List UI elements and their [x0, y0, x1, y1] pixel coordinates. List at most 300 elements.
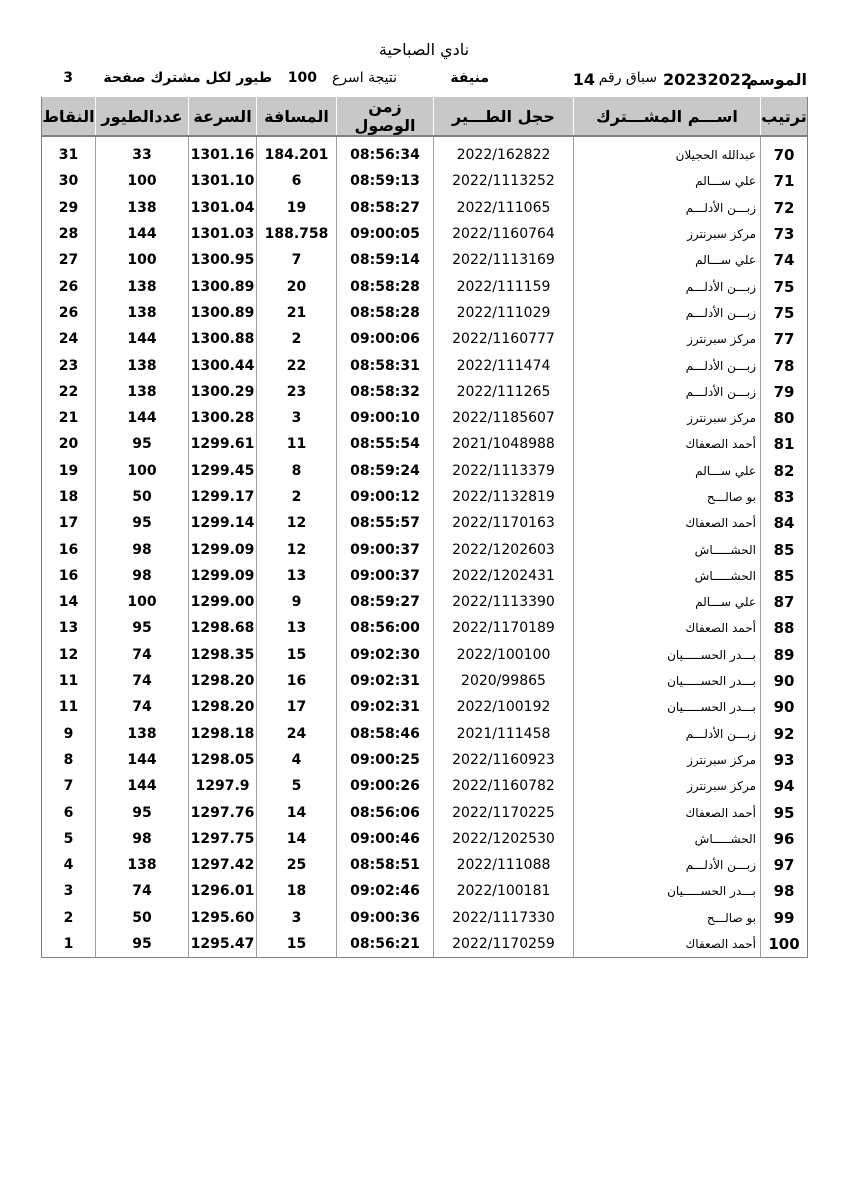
row-points: 16 [58, 567, 79, 584]
row-birds: 138 [96, 721, 189, 747]
table-row [42, 905, 808, 931]
row-rank: 93 [761, 747, 808, 773]
row-distance: 13 [257, 615, 337, 641]
row-speed: 1298.20 [189, 694, 257, 720]
row-ring: 2022/1185607 [434, 405, 574, 431]
table-row [42, 458, 808, 484]
row-arrival: 08:56:21 [337, 931, 434, 958]
row-ring: 2022/1113169 [434, 247, 574, 273]
row-participant: بـــدر الحســـــيان [574, 668, 761, 694]
row-rank: 99 [761, 905, 808, 931]
row-birds: 138 [96, 352, 189, 378]
row-distance: 21 [257, 300, 337, 326]
row-rank: 73 [761, 221, 808, 247]
row-participant: مركز سبرنترز [574, 773, 761, 799]
row-birds: 138 [96, 852, 189, 878]
row-points: 3 [63, 883, 74, 900]
row-ring: 2022/100100 [434, 642, 574, 668]
row-rank: 74 [761, 247, 808, 273]
row-rank: 70 [761, 142, 808, 168]
row-participant: علي ســـالم [574, 247, 761, 273]
row-arrival: 08:55:54 [337, 431, 434, 457]
row-points: 21 [58, 410, 79, 427]
row-rank: 87 [761, 589, 808, 615]
table-row [42, 878, 808, 904]
col-arrival-header: زمن الوصول [337, 97, 434, 136]
row-arrival: 09:02:30 [337, 642, 434, 668]
row-speed: 1297.75 [189, 826, 257, 852]
row-arrival: 08:58:32 [337, 379, 434, 405]
row-birds: 33 [96, 142, 189, 168]
row-rank: 97 [761, 852, 808, 878]
row-ring: 2022/1160782 [434, 773, 574, 799]
row-rank: 89 [761, 642, 808, 668]
row-rank: 90 [761, 694, 808, 720]
row-points: 31 [58, 147, 79, 164]
row-speed: 1299.17 [189, 484, 257, 510]
row-speed: 1298.18 [189, 721, 257, 747]
row-distance: 16 [257, 668, 337, 694]
row-speed: 1299.09 [189, 563, 257, 589]
row-points: 12 [58, 646, 79, 663]
row-arrival: 08:58:46 [337, 721, 434, 747]
row-points: 17 [58, 515, 79, 532]
row-points: 24 [58, 331, 79, 348]
row-speed: 1299.14 [189, 510, 257, 536]
results-table [41, 97, 808, 958]
row-distance: 2 [257, 484, 337, 510]
row-points: 26 [58, 278, 79, 295]
row-speed: 1300.28 [189, 405, 257, 431]
row-points: 26 [58, 304, 79, 321]
row-points: 6 [63, 804, 74, 821]
row-points: 7 [63, 778, 74, 795]
table-row [42, 168, 808, 194]
row-distance: 23 [257, 379, 337, 405]
row-ring: 2021/1048988 [434, 431, 574, 457]
row-ring: 2020/99865 [434, 668, 574, 694]
row-birds: 100 [96, 458, 189, 484]
table-row [42, 142, 808, 168]
row-birds: 100 [96, 247, 189, 273]
row-arrival: 09:00:37 [337, 563, 434, 589]
row-distance: 20 [257, 273, 337, 299]
row-rank: 75 [761, 273, 808, 299]
table-row [42, 195, 808, 221]
row-distance: 3 [257, 405, 337, 431]
row-distance: 188.758 [257, 221, 337, 247]
row-arrival: 08:59:27 [337, 589, 434, 615]
row-participant: بـــدر الحســـــيان [574, 878, 761, 904]
row-ring: 2022/1170259 [434, 931, 574, 958]
table-row [42, 510, 808, 536]
row-ring: 2022/111088 [434, 852, 574, 878]
row-birds: 98 [96, 536, 189, 562]
row-rank: 85 [761, 563, 808, 589]
row-ring: 2022/1202431 [434, 563, 574, 589]
row-rank: 94 [761, 773, 808, 799]
page-number: 3 [63, 70, 73, 86]
row-participant: زبـــن الأدلـــم [574, 352, 761, 378]
row-rank: 72 [761, 195, 808, 221]
row-birds: 138 [96, 300, 189, 326]
row-distance: 12 [257, 536, 337, 562]
row-points: 18 [58, 489, 79, 505]
row-rank: 85 [761, 536, 808, 562]
row-rank: 80 [761, 405, 808, 431]
row-participant: أحمد الصعفاك [574, 510, 761, 536]
table-row [42, 931, 808, 958]
row-rank: 77 [761, 326, 808, 352]
row-ring: 2022/1202603 [434, 536, 574, 562]
row-birds: 95 [96, 431, 189, 457]
row-arrival: 08:58:31 [337, 352, 434, 378]
row-arrival: 08:58:28 [337, 300, 434, 326]
row-distance: 13 [257, 563, 337, 589]
row-participant: بـــدر الحســـــيان [574, 694, 761, 720]
row-ring: 2022/1113252 [434, 168, 574, 194]
col-birds-header: عددالطيور [96, 97, 189, 136]
row-birds: 95 [96, 510, 189, 536]
row-distance: 9 [257, 589, 337, 615]
row-participant: مركز سبرنترز [574, 221, 761, 247]
row-ring: 2021/111458 [434, 721, 574, 747]
row-arrival: 09:00:25 [337, 747, 434, 773]
row-distance: 12 [257, 510, 337, 536]
row-points: 11 [58, 699, 79, 716]
row-participant: بو صالـــح [574, 484, 761, 510]
row-birds: 95 [96, 615, 189, 641]
row-distance: 18 [257, 878, 337, 904]
row-speed: 1298.20 [189, 668, 257, 694]
row-ring: 2022/1113390 [434, 589, 574, 615]
table-header-row [42, 97, 808, 136]
row-speed: 1300.29 [189, 379, 257, 405]
row-points: 13 [58, 620, 79, 637]
table-row [42, 221, 808, 247]
row-ring: 2022/1117330 [434, 905, 574, 931]
row-ring: 2022/111265 [434, 379, 574, 405]
row-rank: 78 [761, 352, 808, 378]
row-arrival: 09:00:26 [337, 773, 434, 799]
row-distance: 6 [257, 168, 337, 194]
row-birds: 138 [96, 195, 189, 221]
row-birds: 138 [96, 273, 189, 299]
col-ring-header: حجل الطـــير [434, 97, 574, 136]
row-participant: أحمد الصعفاك [574, 431, 761, 457]
row-arrival: 08:59:13 [337, 168, 434, 194]
row-points: 29 [58, 199, 79, 216]
row-ring: 2022/1170189 [434, 615, 574, 641]
table-row [42, 563, 808, 589]
row-speed: 1298.68 [189, 615, 257, 641]
row-birds: 50 [96, 484, 189, 510]
row-distance: 19 [257, 195, 337, 221]
row-participant: بو صالـــح [574, 905, 761, 931]
row-ring: 2022/1170163 [434, 510, 574, 536]
birds-per-member-label: طيور لكل مشترك صفحة [103, 70, 272, 86]
table-row [42, 589, 808, 615]
row-speed: 1300.89 [189, 300, 257, 326]
row-speed: 1300.95 [189, 247, 257, 273]
table-row [42, 773, 808, 799]
row-ring: 2022/1170225 [434, 799, 574, 825]
row-birds: 144 [96, 405, 189, 431]
row-points: 16 [58, 541, 79, 558]
row-participant: علي ســـالم [574, 589, 761, 615]
row-ring: 2022/111029 [434, 300, 574, 326]
table-row [42, 642, 808, 668]
row-participant: زبـــن الأدلـــم [574, 379, 761, 405]
row-rank: 83 [761, 484, 808, 510]
row-ring: 2022/100181 [434, 878, 574, 904]
row-speed: 1301.03 [189, 221, 257, 247]
season-label: الموسم [746, 70, 807, 89]
row-participant: مركز سبرنترز [574, 405, 761, 431]
table-row [42, 694, 808, 720]
table-row [42, 484, 808, 510]
row-speed: 1297.76 [189, 799, 257, 825]
row-distance: 3 [257, 905, 337, 931]
col-speed-header: السرعة [189, 97, 257, 136]
result-count: 100 [287, 70, 317, 86]
col-points-header: النقاط [42, 97, 96, 136]
table-row [42, 352, 808, 378]
row-ring: 2022/1160923 [434, 747, 574, 773]
row-points: 20 [58, 436, 79, 453]
row-participant: مركز سبرنترز [574, 747, 761, 773]
row-speed: 1301.16 [189, 142, 257, 168]
row-birds: 144 [96, 773, 189, 799]
row-points: 27 [58, 252, 79, 269]
row-arrival: 09:02:46 [337, 878, 434, 904]
row-speed: 1299.09 [189, 536, 257, 562]
row-arrival: 09:00:06 [337, 326, 434, 352]
row-participant: أحمد الصعفاك [574, 931, 761, 958]
row-participant: زبـــن الأدلـــم [574, 852, 761, 878]
row-distance: 184.201 [257, 142, 337, 168]
row-speed: 1299.61 [189, 431, 257, 457]
row-arrival: 08:59:24 [337, 458, 434, 484]
row-points: 23 [58, 357, 79, 374]
row-distance: 15 [257, 931, 337, 958]
row-ring: 2022/111474 [434, 352, 574, 378]
row-distance: 17 [257, 694, 337, 720]
row-participant: الحشـــــاش [574, 536, 761, 562]
table-row [42, 721, 808, 747]
table-row [42, 273, 808, 299]
row-birds: 50 [96, 905, 189, 931]
race-info-bar [45, 70, 807, 92]
row-rank: 95 [761, 799, 808, 825]
row-points: 22 [58, 383, 79, 400]
row-participant: أحمد الصعفاك [574, 799, 761, 825]
row-ring: 2022/111159 [434, 273, 574, 299]
table-row [42, 826, 808, 852]
row-points: 2 [63, 909, 74, 926]
row-speed: 1295.60 [189, 905, 257, 931]
row-distance: 2 [257, 326, 337, 352]
row-distance: 14 [257, 799, 337, 825]
row-rank: 88 [761, 615, 808, 641]
row-ring: 2022/1113379 [434, 458, 574, 484]
row-participant: علي ســـالم [574, 168, 761, 194]
col-participant-header: اســـم المشـــترك [574, 97, 761, 136]
race-label: سباق رقم [598, 70, 657, 86]
row-rank: 82 [761, 458, 808, 484]
row-speed: 1300.88 [189, 326, 257, 352]
row-rank: 100 [761, 931, 808, 958]
row-arrival: 08:56:00 [337, 615, 434, 641]
table-row [42, 852, 808, 878]
row-ring: 2022/1202530 [434, 826, 574, 852]
row-participant: عبدالله الحجيلان [574, 142, 761, 168]
row-rank: 81 [761, 431, 808, 457]
row-birds: 74 [96, 694, 189, 720]
row-birds: 95 [96, 799, 189, 825]
row-distance: 24 [257, 721, 337, 747]
row-birds: 144 [96, 747, 189, 773]
table-row [42, 431, 808, 457]
row-birds: 144 [96, 221, 189, 247]
row-rank: 79 [761, 379, 808, 405]
row-points: 5 [63, 830, 74, 847]
row-arrival: 08:55:57 [337, 510, 434, 536]
row-points: 28 [58, 226, 79, 243]
table-row [42, 326, 808, 352]
row-birds: 74 [96, 668, 189, 694]
row-rank: 90 [761, 668, 808, 694]
row-distance: 7 [257, 247, 337, 273]
row-rank: 71 [761, 168, 808, 194]
row-rank: 96 [761, 826, 808, 852]
row-points: 19 [58, 462, 79, 479]
row-speed: 1296.01 [189, 878, 257, 904]
row-distance: 5 [257, 773, 337, 799]
row-points: 30 [58, 173, 79, 190]
row-distance: 25 [257, 852, 337, 878]
row-arrival: 09:00:37 [337, 536, 434, 562]
row-speed: 1301.10 [189, 168, 257, 194]
row-points: 14 [58, 594, 79, 611]
col-distance-header: المسافة [257, 97, 337, 136]
row-birds: 74 [96, 642, 189, 668]
row-distance: 15 [257, 642, 337, 668]
row-participant: الحشـــــاش [574, 826, 761, 852]
row-arrival: 09:02:31 [337, 668, 434, 694]
row-points: 4 [63, 857, 74, 874]
row-participant: أحمد الصعفاك [574, 615, 761, 641]
table-row [42, 536, 808, 562]
row-points: 8 [63, 751, 74, 768]
row-speed: 1300.89 [189, 273, 257, 299]
row-rank: 92 [761, 721, 808, 747]
row-speed: 1299.00 [189, 589, 257, 615]
row-arrival: 09:02:31 [337, 694, 434, 720]
table-row [42, 247, 808, 273]
row-participant: بـــدر الحســـــيان [574, 642, 761, 668]
row-speed: 1298.05 [189, 747, 257, 773]
row-ring: 2022/111065 [434, 195, 574, 221]
row-rank: 75 [761, 300, 808, 326]
row-birds: 98 [96, 563, 189, 589]
row-participant: الحشـــــاش [574, 563, 761, 589]
row-participant: زبـــن الأدلـــم [574, 721, 761, 747]
row-birds: 100 [96, 168, 189, 194]
result-label: نتيجة اسرع [331, 70, 397, 86]
row-participant: زبـــن الأدلـــم [574, 195, 761, 221]
row-speed: 1298.35 [189, 642, 257, 668]
row-distance: 11 [257, 431, 337, 457]
row-birds: 98 [96, 826, 189, 852]
row-birds: 138 [96, 379, 189, 405]
table-row [42, 300, 808, 326]
row-arrival: 08:58:51 [337, 852, 434, 878]
row-speed: 1301.04 [189, 195, 257, 221]
row-speed: 1300.44 [189, 352, 257, 378]
row-rank: 84 [761, 510, 808, 536]
race-location: منيفة [450, 70, 489, 86]
table-row [42, 379, 808, 405]
row-points: 1 [42, 931, 96, 958]
race-value: 14 [572, 70, 595, 89]
row-arrival: 08:58:27 [337, 195, 434, 221]
row-ring: 2022/1132819 [434, 484, 574, 510]
table-row [42, 668, 808, 694]
row-ring: 2022/162822 [434, 142, 574, 168]
row-distance: 14 [257, 826, 337, 852]
row-participant: زبـــن الأدلـــم [574, 300, 761, 326]
row-speed: 1295.47 [189, 931, 257, 958]
table-row [42, 615, 808, 641]
row-participant: مركز سبرنترز [574, 326, 761, 352]
row-birds: 74 [96, 878, 189, 904]
row-speed: 1297.42 [189, 852, 257, 878]
row-arrival: 08:58:28 [337, 273, 434, 299]
row-arrival: 09:00:46 [337, 826, 434, 852]
row-distance: 4 [257, 747, 337, 773]
row-points: 11 [58, 673, 79, 690]
row-speed: 1299.45 [189, 458, 257, 484]
row-birds: 95 [96, 931, 189, 958]
table-row [42, 799, 808, 825]
row-arrival: 09:00:10 [337, 405, 434, 431]
row-birds: 100 [96, 589, 189, 615]
row-arrival: 09:00:12 [337, 484, 434, 510]
row-points: 9 [63, 725, 74, 742]
row-arrival: 08:56:06 [337, 799, 434, 825]
club-title: نادي الصباحية [378, 40, 470, 59]
row-arrival: 09:00:05 [337, 221, 434, 247]
row-ring: 2022/1160777 [434, 326, 574, 352]
table-row [42, 747, 808, 773]
row-distance: 22 [257, 352, 337, 378]
row-participant: علي ســـالم [574, 458, 761, 484]
row-arrival: 09:00:36 [337, 905, 434, 931]
row-arrival: 08:56:34 [337, 142, 434, 168]
row-ring: 2022/1160764 [434, 221, 574, 247]
row-participant: زبـــن الأدلـــم [574, 273, 761, 299]
col-rank-header: ترتيب [761, 97, 808, 136]
row-ring: 2022/100192 [434, 694, 574, 720]
table-row [42, 405, 808, 431]
row-birds: 144 [96, 326, 189, 352]
row-arrival: 08:59:14 [337, 247, 434, 273]
row-distance: 8 [257, 458, 337, 484]
row-speed: 1297.9 [189, 773, 257, 799]
row-rank: 98 [761, 878, 808, 904]
season-value: 20232022 [662, 70, 752, 89]
